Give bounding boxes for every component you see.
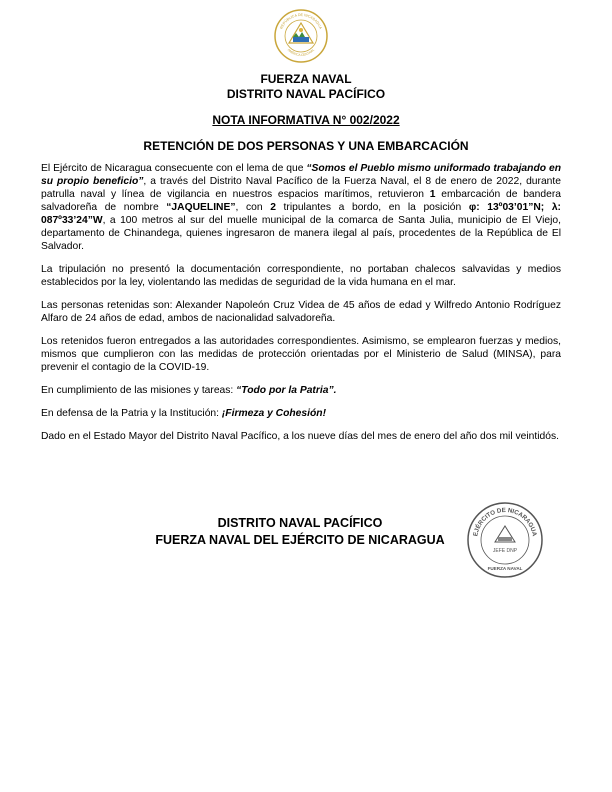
signature-district: DISTRITO NAVAL PACÍFICO: [217, 516, 383, 530]
boats-count: 1: [429, 189, 436, 200]
boat-name: “JAQUELINE”: [166, 202, 236, 213]
note-body: [41, 162, 561, 453]
position-coordinates: φ: 13º03’01”N; λ: 087º33’24”W: [41, 202, 561, 226]
paragraph-7: Dado en el Estado Mayor del Distrito Naval Pacífico, a los nueve días del mes de enero del año dos mil veintidós.: [41, 431, 559, 442]
header-district: DISTRITO NAVAL PACÍFICO: [226, 87, 386, 101]
paragraph-5: En cumplimiento de las misiones y tareas: “Todo por la Patria”.: [41, 385, 337, 396]
paragraph-3: Las personas retenidas son: Alexander Napoleón Cruz Videa de 45 años de edad y Wilfredo Antonio Rodríguez Alfaro de 24 años de edad, ambos de nacionalidad salvadoreña.: [41, 300, 561, 324]
seal-ring-text: EJÉRCITO DE NICARAGUA: [472, 506, 538, 537]
motto-todo-por-la-patria: “Todo por la Patria”.: [236, 385, 337, 396]
emblem-ring-bottom-text: AMÉRICA CENTRAL: [286, 47, 316, 58]
signature-force: FUERZA NAVAL DEL EJÉRCITO DE NICARAGUA: [155, 533, 445, 547]
paragraph-2: La tripulación no presentó la documentación correspondiente, no portaban chalecos salvavidas y medios establecidos por la ley, violentando las medidas de seguridad de la vida humana en el mar.: [41, 264, 561, 288]
seal-bottom-text: FUERZA NAVAL: [487, 566, 523, 571]
army-motto: “Somos el Pueblo mismo uniformado trabajando en su propio beneficio”: [41, 163, 561, 187]
crew-count: 2: [270, 202, 276, 213]
paragraph-4: Los retenidos fueron entregados a las autoridades correspondientes. Asimismo, se emplearon fuerzas y medios, mismos que cumplieron con las medidas de protección orientadas por el Ministerio de Salud (MINSA), para prevenir el contagio de la COVID-19.: [41, 336, 561, 373]
emblem-ring-top-text: REPÚBLICA DE NICARAGUA: [279, 12, 323, 30]
note-subject-title: RETENCIÓN DE DOS PERSONAS Y UNA EMBARCACIÓN: [143, 139, 469, 153]
nicaragua-coat-of-arms-emblem: [273, 8, 329, 64]
paragraph-6: En defensa de la Patria y la Institución: ¡Firmeza y Cohesión!: [41, 408, 327, 419]
motto-firmeza-y-cohesion: ¡Firmeza y Cohesión!: [221, 408, 327, 419]
official-seal-stamp: [465, 500, 545, 580]
header-institution: FUERZA NAVAL: [260, 72, 352, 86]
seal-inner-text: JEFE DNP: [492, 548, 518, 554]
note-number-title: NOTA INFORMATIVA N° 002/2022: [212, 113, 400, 127]
paragraph-1: El Ejército de Nicaragua consecuente con el lema de que “Somos el Pueblo mismo uniformado trabajando en su propio beneficio”, a través del Distrito Naval Pacífico de la Fuerza Naval, el 8 de enero de 2022, durante patrulla naval y línea de vigilancia en nuestros espacios marítimos, retuvieron 1 embarcación de bandera salvadoreña de nombre “JAQUELINE”, con 2 tripulantes a bordo, en la posición φ: 13º03’01”N; λ: 087º33’24”W, a 100 metros al sur del muelle municipal de la comarca de Santa Julia, municipio de El Viejo, departamento de Chinandega, quienes ingresaron de manera ilegal al país, procedentes de la República de El Salvador.: [41, 163, 561, 252]
